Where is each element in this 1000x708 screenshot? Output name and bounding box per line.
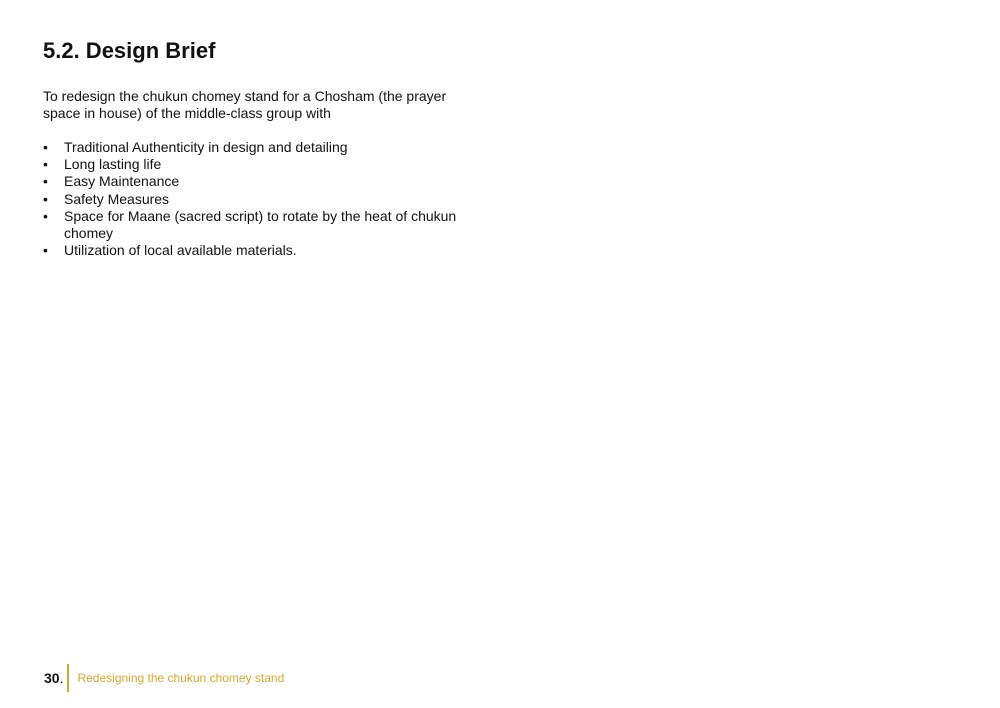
list-item xyxy=(43,173,473,190)
list-item xyxy=(43,191,473,208)
page-number: 30 xyxy=(44,670,60,686)
list-item-text: Traditional Authenticity in design and detailing xyxy=(64,139,348,155)
intro-paragraph: To redesign the chukun chomey stand for a Chosham (the prayer space in house) of the middle-class group with xyxy=(43,88,447,121)
list-item-text: Easy Maintenance xyxy=(64,173,180,190)
bullet-icon: • xyxy=(43,139,48,155)
list-item-text: Utilization of local available materials. xyxy=(64,242,297,259)
list-item-text: Space for Maane (sacred script) to rotate by the heat of chukun chomey xyxy=(64,207,457,242)
bullet-icon: • xyxy=(43,173,48,190)
footer-divider xyxy=(67,664,69,692)
design-brief-list xyxy=(43,139,473,259)
bullet-icon: • xyxy=(43,190,48,207)
bullet-icon: • xyxy=(43,207,48,224)
page-footer xyxy=(44,664,284,692)
section-heading: 5.2. Design Brief xyxy=(43,38,216,63)
bullet-icon: • xyxy=(43,156,48,173)
bullet-icon: • xyxy=(43,242,48,259)
list-item xyxy=(43,242,473,259)
list-item xyxy=(43,208,473,242)
list-item-text: Long lasting life xyxy=(64,156,162,173)
list-item xyxy=(43,139,473,156)
list-item xyxy=(43,156,473,173)
list-item-text: Safety Measures xyxy=(64,190,170,207)
running-title: Redesigning the chukun chomey stand xyxy=(77,671,285,685)
page-number-suffix: . xyxy=(59,670,64,686)
